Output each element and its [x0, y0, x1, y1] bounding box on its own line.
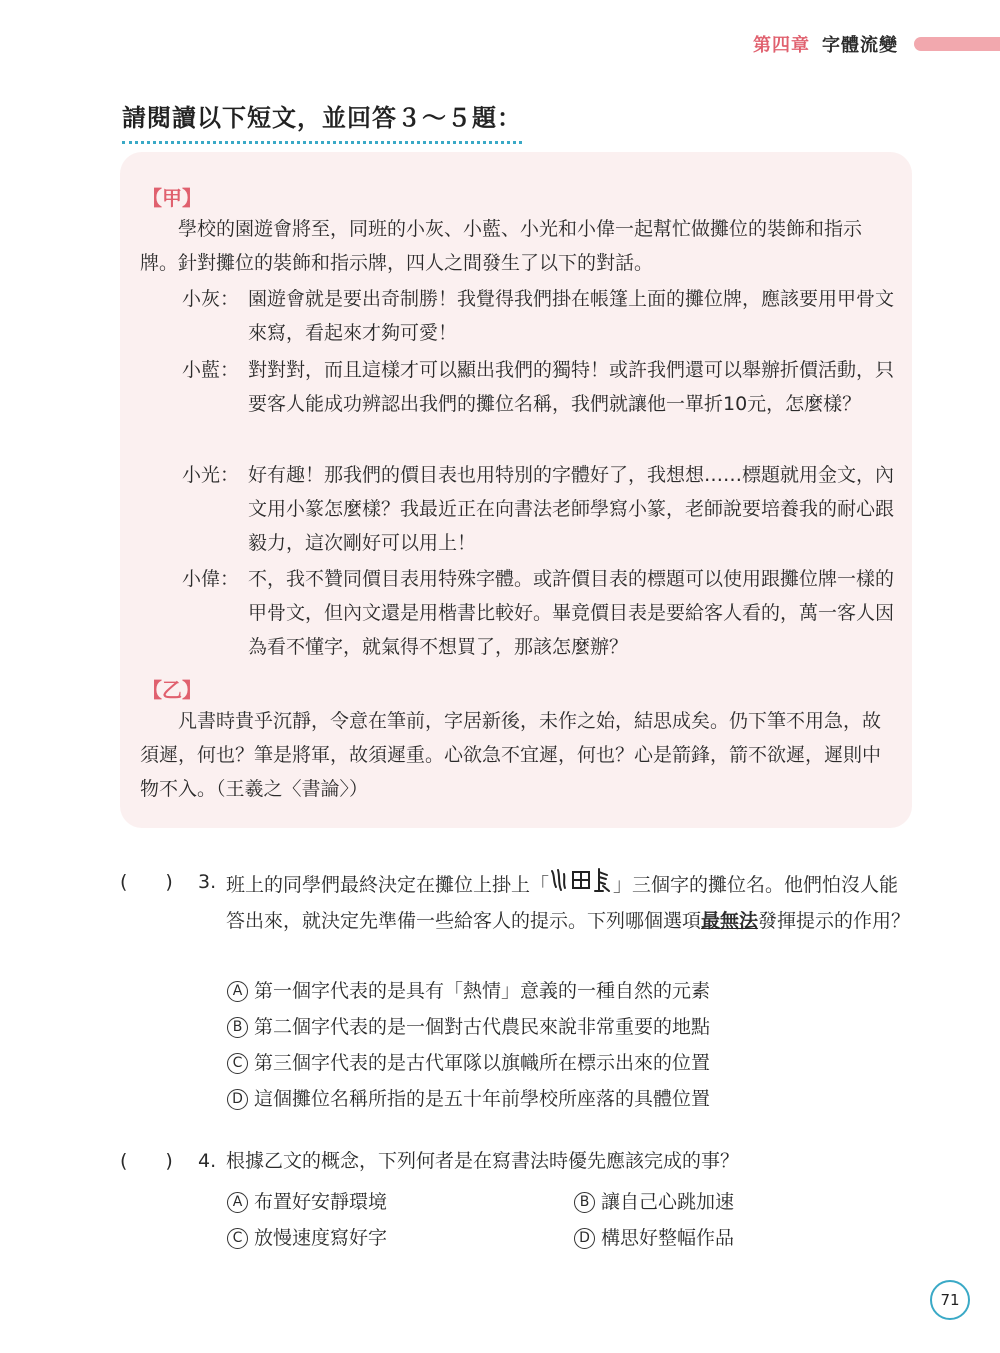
page-number: 71: [930, 1280, 970, 1320]
question-number: 3.: [198, 871, 217, 893]
dialogue-speaker: 小藍：: [182, 359, 240, 381]
option-a[interactable]: [227, 1186, 387, 1219]
stem-text: 班上的同學們最終決定在攤位上掛上「: [226, 874, 550, 896]
question-stem: 根據乙文的概念，下列何者是在寫書法時優先應該完成的事？: [226, 1150, 740, 1172]
dialogue-text: 園遊會就是要出奇制勝！我覺得我們掛在帳篷上面的攤位牌，應該要用甲骨文來寫，看起來才夠可愛！: [248, 288, 895, 344]
dialogue-text: 對對對，而且這樣才可以顯出我們的獨特！或許我們還可以舉辦折價活動，只要客人能成功辨認出我們的攤位名稱，我們就讓他一單折10元，怎麼樣？: [248, 359, 895, 415]
option-letter-badge: B: [574, 1192, 595, 1213]
passage-yi-label: 【乙】: [142, 678, 202, 702]
option-letter-badge: C: [227, 1228, 248, 1249]
option-text: 放慢速度寫好字: [254, 1227, 388, 1249]
option-text: 構思好整幅作品: [601, 1227, 735, 1249]
ancient-script-glyphs-image: [549, 866, 613, 905]
option-text: 這個攤位名稱所指的是五十年前學校所座落的具體位置: [254, 1088, 711, 1110]
answer-paren[interactable]: ( ): [120, 871, 173, 893]
question-3: [120, 866, 912, 966]
option-text: 布置好安靜環境: [254, 1191, 388, 1213]
option-text: 讓自己心跳加速: [601, 1191, 735, 1213]
stem-text: 發揮提示的作用？: [758, 910, 911, 932]
option-text: 第二個字代表的是一個對古代農民來說非常重要的地點: [254, 1016, 711, 1038]
dialogue-text: 好有趣！那我們的價目表也用特別的字體好了，我想想……標題就用金文，內文用小篆怎麼樣？我最近正在向書法老師學寫小篆，老師說要培養我的耐心跟毅力，這次剛好可以用上！: [248, 464, 895, 554]
dialogue-line: [182, 562, 894, 664]
option-a[interactable]: [227, 975, 710, 1008]
dialogue-line: [182, 458, 894, 560]
passage-yi-text: 凡書時貴乎沉靜，令意在筆前，字居新後，未作之始，結思成矣。仍下筆不用急，故須遲，何也？筆是將軍，故須遲重。心欲急不宜遲，何也？心是箭鋒，箭不欲遲，遲則中物不入。（王羲之〈書論〉）: [140, 710, 882, 800]
header-accent-bar: [914, 37, 1000, 51]
dialogue-speaker: 小偉：: [182, 568, 240, 590]
dialogue-speaker: 小光：: [182, 464, 240, 486]
option-b[interactable]: [574, 1186, 734, 1219]
passage-jia-label: 【甲】: [142, 186, 202, 210]
chapter-header: [753, 32, 1000, 56]
passage-jia-intro: 學校的園遊會將至，同班的小灰、小藍、小光和小偉一起幫忙做攤位的裝飾和指示牌。針對攤位的裝飾和指示牌，四人之間發生了以下的對話。: [140, 218, 863, 274]
option-letter-badge: C: [227, 1053, 248, 1074]
dialogue-line: [182, 353, 894, 421]
question-4: [120, 1145, 912, 1181]
stem-text: 」三個字的攤位名。他們怕沒人能答出來，就決定先準備一些給客人的提示。下列哪個選項: [226, 874, 899, 932]
option-d[interactable]: [574, 1222, 734, 1255]
chapter-title: 字體流變: [822, 35, 898, 56]
option-b[interactable]: [227, 1011, 710, 1044]
option-letter-badge: A: [227, 981, 248, 1002]
option-text: 第三個字代表的是古代軍隊以旗幟所在標示出來的位置: [254, 1052, 711, 1074]
question-number: 4.: [198, 1150, 217, 1172]
emphasis-text: 最無法: [701, 910, 759, 932]
dialogue-text: 不，我不贊同價目表用特殊字體。或許價目表的標題可以使用跟攤位牌一樣的甲骨文，但內文還是用楷書比較好。畢竟價目表是要給客人看的，萬一客人因為看不懂字，就氣得不想買了，那該怎麼辦？: [248, 568, 895, 658]
dialogue-speaker: 小灰：: [182, 288, 240, 310]
answer-paren[interactable]: ( ): [120, 1150, 173, 1172]
option-letter-badge: A: [227, 1192, 248, 1213]
section-title: 請閱讀以下短文，並回答３～５題：: [122, 98, 522, 144]
question-stem: [226, 866, 912, 938]
option-c[interactable]: [227, 1222, 387, 1255]
option-d[interactable]: [227, 1083, 710, 1116]
chapter-number: 第四章: [753, 35, 810, 56]
dialogue-line: [182, 282, 894, 350]
option-letter-badge: D: [574, 1228, 595, 1249]
reading-passage-box: [120, 152, 912, 828]
option-letter-badge: D: [227, 1089, 248, 1110]
option-text: 第一個字代表的是具有「熱情」意義的一種自然的元素: [254, 980, 711, 1002]
option-letter-badge: B: [227, 1017, 248, 1038]
option-c[interactable]: [227, 1047, 710, 1080]
